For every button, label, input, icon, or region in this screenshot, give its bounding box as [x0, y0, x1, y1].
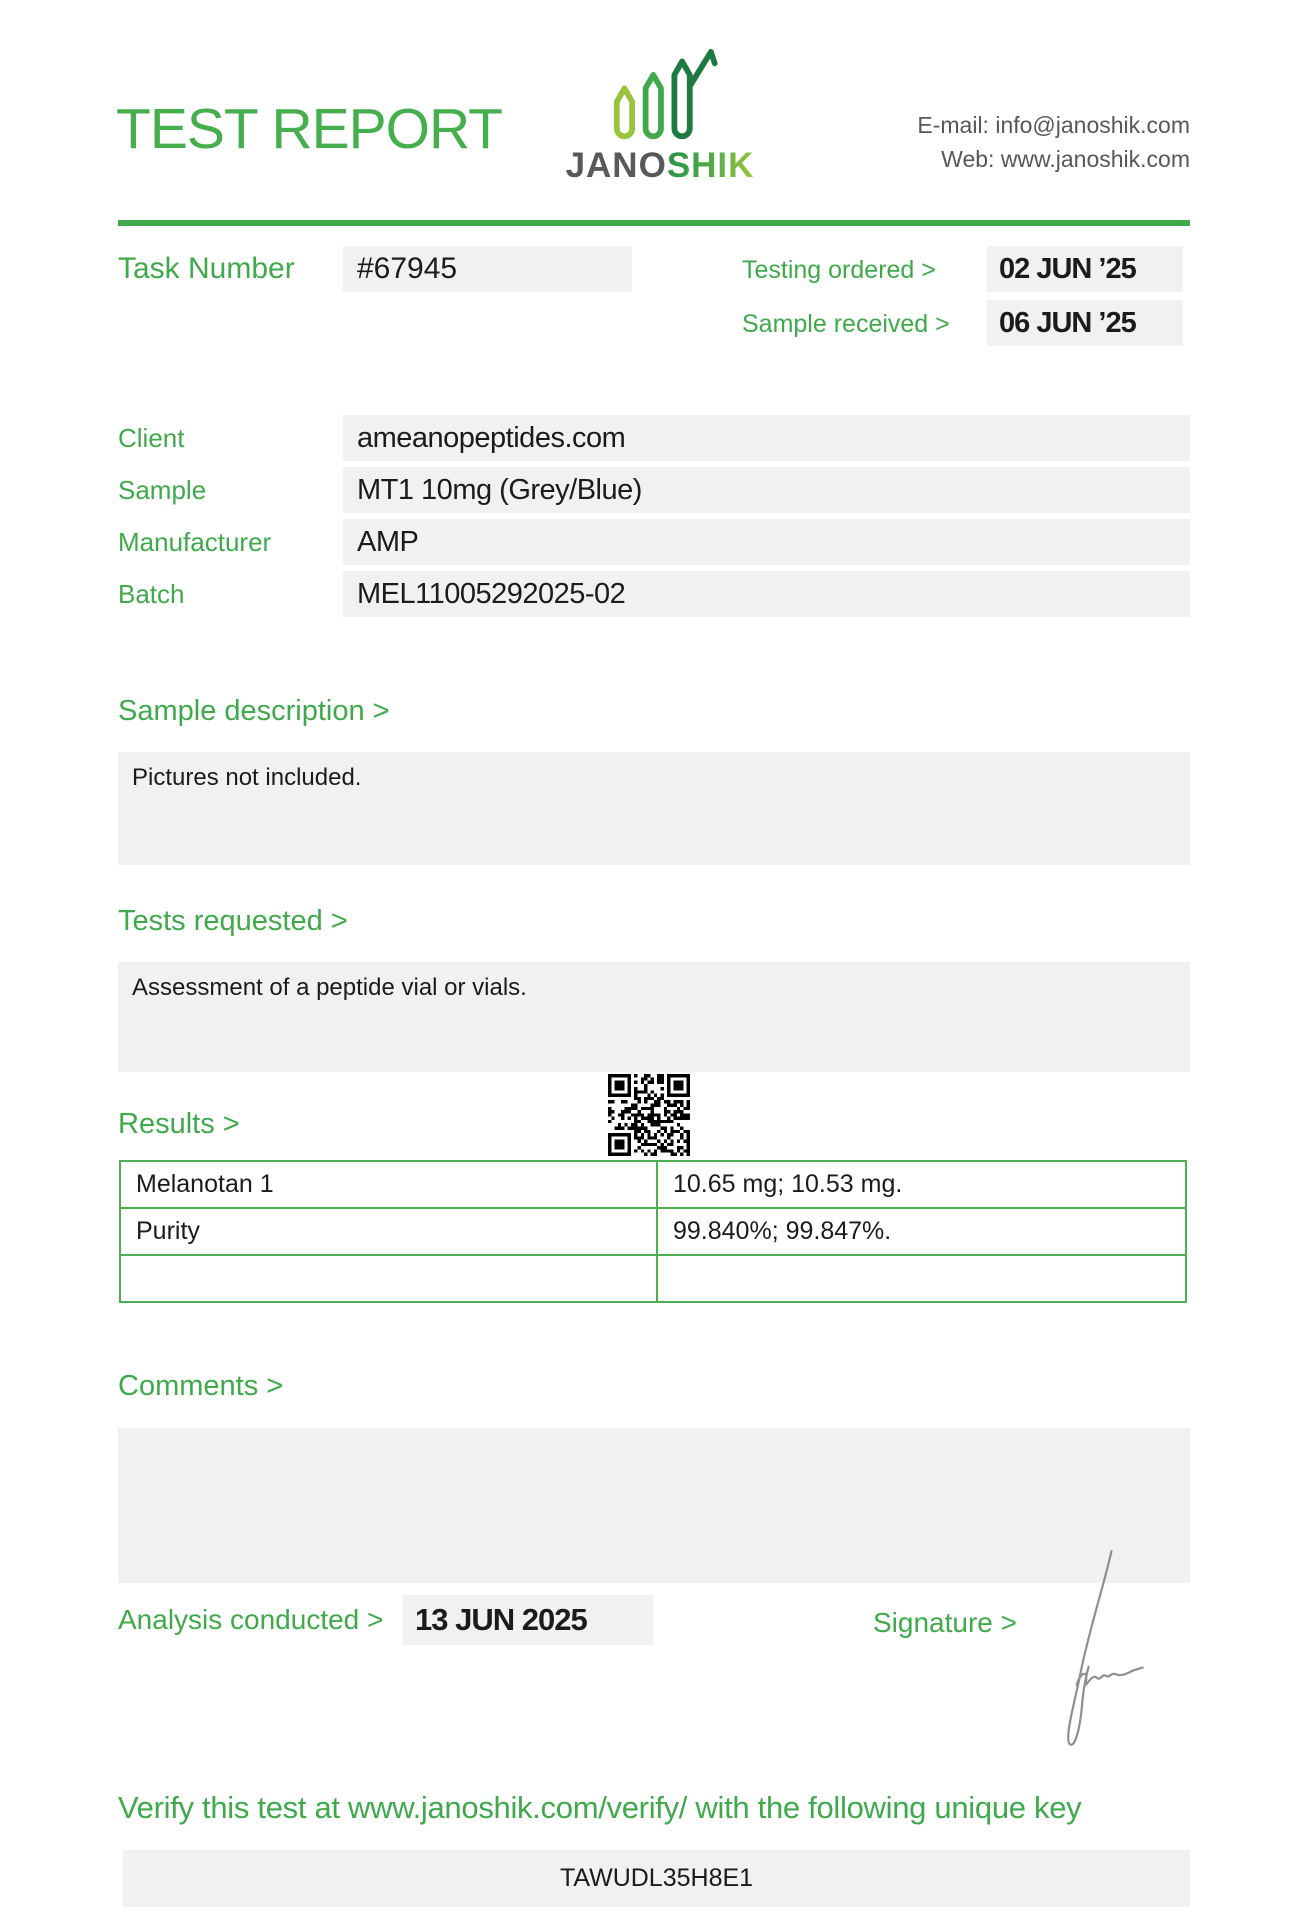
qr-code [608, 1074, 690, 1156]
client-label: Client [118, 423, 185, 453]
result-name: Melanotan 1 [120, 1161, 657, 1208]
batch-value: MEL11005292025-02 [343, 571, 1190, 617]
sample-description-box: Pictures not included. [118, 752, 1190, 865]
manufacturer-label: Manufacturer [118, 527, 272, 557]
logo-wordmark [560, 146, 760, 186]
manufacturer-row [118, 519, 1190, 565]
unique-key-value: TAWUDL35H8E1 [123, 1850, 1190, 1907]
tests-requested-heading: Tests requested > [118, 905, 348, 937]
signature-label: Signature > [873, 1607, 1017, 1638]
task-number-label: Task Number [118, 252, 295, 285]
analysis-date-value: 13 JUN 2025 [403, 1595, 653, 1645]
verify-instruction: Verify this test at www.janoshik.com/verify/ with the following unique key [118, 1790, 1082, 1825]
sample-received-label: Sample received > [742, 310, 950, 338]
client-row [118, 415, 1190, 461]
sample-received-value: 06 JUN ’25 [987, 300, 1183, 346]
header-divider [118, 220, 1190, 226]
result-name [120, 1255, 657, 1302]
sample-label: Sample [118, 475, 207, 505]
results-table [119, 1160, 1187, 1303]
logo-jano-text: JANO [565, 146, 667, 185]
sample-description-heading: Sample description > [118, 695, 390, 727]
results-heading: Results > [118, 1108, 240, 1140]
janoshik-logo [560, 48, 760, 186]
table-row [120, 1161, 1186, 1208]
page-title: TEST REPORT [116, 97, 502, 161]
comments-heading: Comments > [118, 1370, 284, 1402]
result-value: 99.840%; 99.847%. [657, 1208, 1186, 1255]
testing-ordered-label: Testing ordered > [742, 256, 936, 284]
result-value [657, 1255, 1186, 1302]
result-value: 10.65 mg; 10.53 mg. [657, 1161, 1186, 1208]
result-name: Purity [120, 1208, 657, 1255]
tests-requested-box: Assessment of a peptide vial or vials. [118, 962, 1190, 1072]
task-number-value: #67945 [343, 246, 632, 292]
sample-value: MT1 10mg (Grey/Blue) [343, 467, 1190, 513]
batch-row [118, 571, 1190, 617]
table-row [120, 1208, 1186, 1255]
sample-row [118, 467, 1190, 513]
batch-label: Batch [118, 579, 185, 609]
signature-scribble [1040, 1540, 1150, 1775]
analysis-conducted-label: Analysis conducted > [118, 1604, 384, 1635]
logo-shik-text: SHIK [666, 146, 755, 185]
bar-chart-logo-icon [597, 48, 723, 144]
manufacturer-value: AMP [343, 519, 1190, 565]
contact-block [917, 108, 1190, 176]
client-value: ameanopeptides.com [343, 415, 1190, 461]
testing-ordered-value: 02 JUN ’25 [987, 246, 1183, 292]
contact-email: E-mail: info@janoshik.com [917, 112, 1190, 138]
contact-web: Web: www.janoshik.com [941, 146, 1190, 172]
comments-box [118, 1428, 1190, 1583]
table-row [120, 1255, 1186, 1302]
